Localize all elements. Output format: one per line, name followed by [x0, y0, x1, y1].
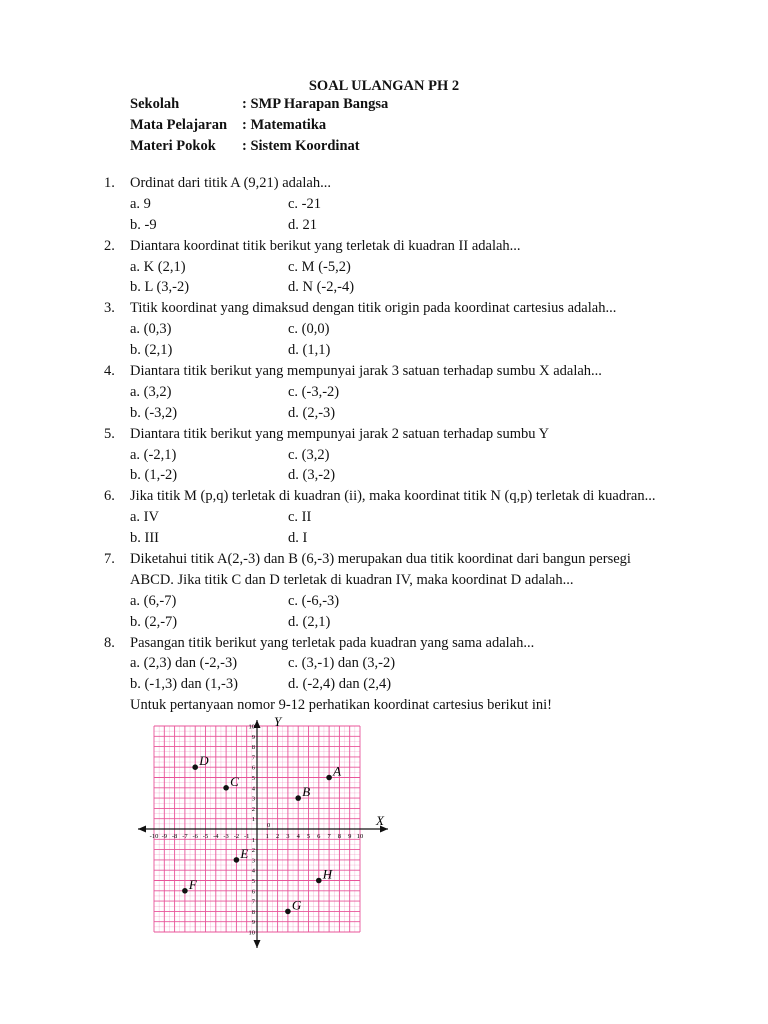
axes	[138, 714, 388, 948]
y-tick-label: 8	[251, 744, 255, 752]
question-text-line	[104, 236, 724, 257]
point-f	[182, 888, 188, 894]
option-row	[104, 612, 724, 633]
answer-option: a. (2,3) dan (-2,-3)	[130, 655, 238, 672]
y-tick-label: 7	[251, 898, 255, 906]
option-row	[104, 591, 724, 612]
y-tick-label: 3	[251, 857, 255, 865]
x-tick-label: -4	[213, 833, 219, 840]
question-text-line	[104, 633, 724, 654]
question-text: Diketahui titik A(2,-3) dan B (6,-3) merupakan dua titik koordinat dari bangun persegi	[130, 551, 631, 568]
answer-option: d. (-2,4) dan (2,4)	[288, 676, 392, 693]
answer-option: a. IV	[130, 509, 159, 526]
option-row	[104, 277, 724, 298]
point-g	[285, 909, 291, 915]
question-number: 7.	[104, 551, 115, 568]
answer-option: a. (0,3)	[130, 321, 172, 338]
x-tick-label: -9	[161, 833, 168, 840]
question-6	[104, 486, 724, 549]
y-tick-label: 2	[251, 847, 255, 855]
page-title: SOAL ULANGAN PH 2	[308, 78, 460, 94]
x-tick-label: 8	[337, 833, 342, 840]
option-row	[104, 382, 724, 403]
question-text: Titik koordinat yang dimaksud dengan titik origin pada koordinat cartesius adalah...	[130, 300, 617, 317]
question-text-line	[104, 173, 724, 194]
question-4	[104, 361, 724, 424]
question-text: Ordinat dari titik A (9,21) adalah...	[130, 175, 331, 191]
answer-option: a. (-2,1)	[130, 446, 177, 463]
point-label-b: B	[302, 784, 311, 800]
info-value: : Sistem Koordinat	[242, 138, 360, 154]
question-2	[104, 236, 724, 299]
answer-option: c. II	[288, 509, 312, 526]
answer-option: b. (2,1)	[130, 342, 173, 359]
option-row	[104, 674, 724, 695]
graph-instruction: Untuk pertanyaan nomor 9-12 perhatikan koordinat cartesius berikut ini!	[130, 697, 552, 714]
point-label-g: G	[291, 897, 302, 913]
answer-option: d. N (-2,-4)	[288, 279, 355, 296]
info-key: Mata Pelajaran	[130, 117, 228, 133]
question-text-line	[104, 549, 724, 570]
x-tick-label: -2	[233, 833, 240, 840]
answer-option: d. (2,1)	[288, 613, 331, 630]
x-tick-label: 7	[327, 833, 331, 840]
point-h	[316, 878, 322, 884]
answer-option: b. III	[130, 530, 159, 547]
y-axis-arrow-down	[254, 940, 261, 948]
question-text: Jika titik M (p,q) terletak di kuadran (ii), maka koordinat titik N (q,p) terletak di kuadran...	[130, 488, 656, 505]
cartesian-graph	[130, 714, 400, 954]
answer-option: d. (1,1)	[288, 342, 331, 359]
answer-option: c. (3,2)	[288, 446, 330, 463]
x-tick-label: -5	[202, 833, 209, 840]
answer-option: c. -21	[288, 195, 322, 212]
question-5	[104, 424, 724, 487]
graph-svg	[130, 714, 400, 954]
x-tick-label: 1	[265, 833, 269, 840]
x-tick-label: 3	[286, 833, 290, 840]
x-tick-label: 5	[306, 833, 311, 840]
x-tick-label: 6	[317, 833, 321, 840]
question-number: 3.	[104, 300, 115, 317]
point-label-d: D	[199, 753, 209, 769]
question-list	[104, 173, 724, 716]
option-row	[104, 403, 724, 424]
answer-option: a. 9	[130, 195, 151, 212]
question-text-line	[104, 486, 724, 507]
answer-option: a. K (2,1)	[130, 258, 186, 275]
option-row	[104, 340, 724, 361]
question-7	[104, 549, 724, 633]
y-tick-label: 1	[251, 836, 255, 844]
answer-option: b. -9	[130, 216, 157, 233]
y-tick-label: 9	[251, 733, 255, 741]
x-tick-label: 2	[275, 833, 280, 840]
x-tick-label: 9	[348, 833, 352, 840]
question-text: Diantara titik berikut yang mempunyai jarak 3 satuan terhadap sumbu X adalah...	[130, 363, 602, 380]
info-value: : SMP Harapan Bangsa	[242, 96, 389, 112]
answer-option: d. 21	[288, 216, 317, 233]
info-row-school	[130, 94, 388, 115]
y-tick-label: 4	[251, 785, 255, 793]
answer-option: c. (0,0)	[288, 321, 330, 338]
question-number: 8.	[104, 634, 115, 651]
x-tick-label: 4	[296, 833, 300, 840]
y-tick-label: 2	[251, 805, 255, 813]
x-tick-label: -1	[243, 833, 250, 840]
x-axis-label: X	[376, 813, 384, 828]
y-tick-label: 6	[251, 764, 255, 772]
point-e	[234, 857, 240, 863]
info-key: Materi Pokok	[130, 138, 216, 154]
answer-option: a. (6,-7)	[130, 592, 177, 609]
question-text: ABCD. Jika titik C dan D terletak di kuadran IV, maka koordinat D adalah...	[130, 571, 574, 588]
question-text-line	[104, 361, 724, 382]
x-tick-label: -7	[182, 833, 188, 840]
origin-label: 0	[267, 822, 271, 829]
question-text: Diantara titik berikut yang mempunyai jarak 2 satuan terhadap sumbu Y	[130, 425, 550, 442]
answer-option: b. (2,-7)	[130, 613, 178, 630]
option-row	[104, 507, 724, 528]
exam-info	[130, 94, 388, 157]
answer-option: d. (2,-3)	[288, 404, 336, 421]
question-number: 4.	[104, 363, 115, 380]
question-number: 1.	[104, 175, 115, 191]
point-label-h: H	[322, 866, 333, 882]
x-tick-label: -6	[192, 833, 198, 840]
option-row	[104, 319, 724, 340]
question-number	[104, 570, 130, 591]
x-tick-label: -8	[171, 833, 178, 840]
question-number: 2.	[104, 237, 115, 254]
y-axis-label: Y	[274, 714, 282, 729]
question-text: Diantara koordinat titik berikut yang terletak di kuadran II adalah...	[130, 237, 521, 254]
info-key: Sekolah	[130, 96, 180, 112]
info-value: : Matematika	[242, 117, 327, 133]
answer-option: b. (-3,2)	[130, 404, 178, 421]
x-tick-label: 10	[356, 833, 364, 840]
info-row-topic	[130, 136, 388, 157]
x-tick-label: -10	[149, 833, 159, 840]
y-tick-label: 9	[251, 919, 255, 927]
answer-option: c. (-3,-2)	[288, 383, 340, 400]
y-tick-label: 7	[251, 754, 255, 762]
info-row-subject	[130, 115, 388, 136]
point-c	[223, 785, 229, 791]
answer-option: c. (3,-1) dan (3,-2)	[288, 655, 396, 672]
question-3	[104, 298, 724, 361]
y-tick-label: 3	[251, 795, 255, 803]
y-tick-label: 5	[251, 878, 255, 885]
question-1	[104, 173, 724, 236]
answer-option: b. (-1,3) dan (1,-3)	[130, 676, 238, 693]
y-tick-label: 10	[248, 723, 255, 731]
point-label-c: C	[230, 773, 239, 789]
question-text-line	[104, 570, 724, 591]
point-b	[295, 795, 301, 801]
point-d	[192, 764, 198, 770]
answer-option: a. (3,2)	[130, 383, 172, 400]
y-tick-label: 4	[251, 867, 255, 875]
y-tick-label: 1	[251, 816, 255, 824]
question-number: 6.	[104, 488, 115, 505]
answer-option: c. M (-5,2)	[288, 258, 351, 275]
y-tick-label: 8	[251, 908, 255, 916]
point-label-a: A	[333, 763, 342, 779]
option-row	[104, 215, 724, 236]
point-label-e: E	[240, 845, 249, 861]
question-text-line	[104, 298, 724, 319]
option-row	[104, 257, 724, 278]
y-tick-label: 10	[248, 929, 255, 937]
answer-option: b. (1,-2)	[130, 467, 178, 484]
y-tick-label: 5	[251, 775, 255, 782]
option-row	[104, 653, 724, 674]
answer-option: b. L (3,-2)	[130, 279, 190, 296]
question-text-line	[104, 424, 724, 445]
y-tick-label: 6	[251, 888, 255, 896]
point-a	[326, 775, 332, 781]
option-row	[104, 194, 724, 215]
answer-option: d. (3,-2)	[288, 467, 336, 484]
question-text: Pasangan titik berikut yang terletak pada kuadran yang sama adalah...	[130, 634, 535, 651]
option-row	[104, 528, 724, 549]
question-8	[104, 633, 724, 696]
question-number: 5.	[104, 425, 115, 442]
option-row	[104, 445, 724, 466]
answer-option: c. (-6,-3)	[288, 592, 340, 609]
option-row	[104, 465, 724, 486]
x-axis-arrow-left	[138, 826, 146, 833]
x-tick-label: -3	[223, 833, 229, 840]
point-label-f: F	[188, 876, 197, 892]
answer-option: d. I	[288, 530, 308, 547]
